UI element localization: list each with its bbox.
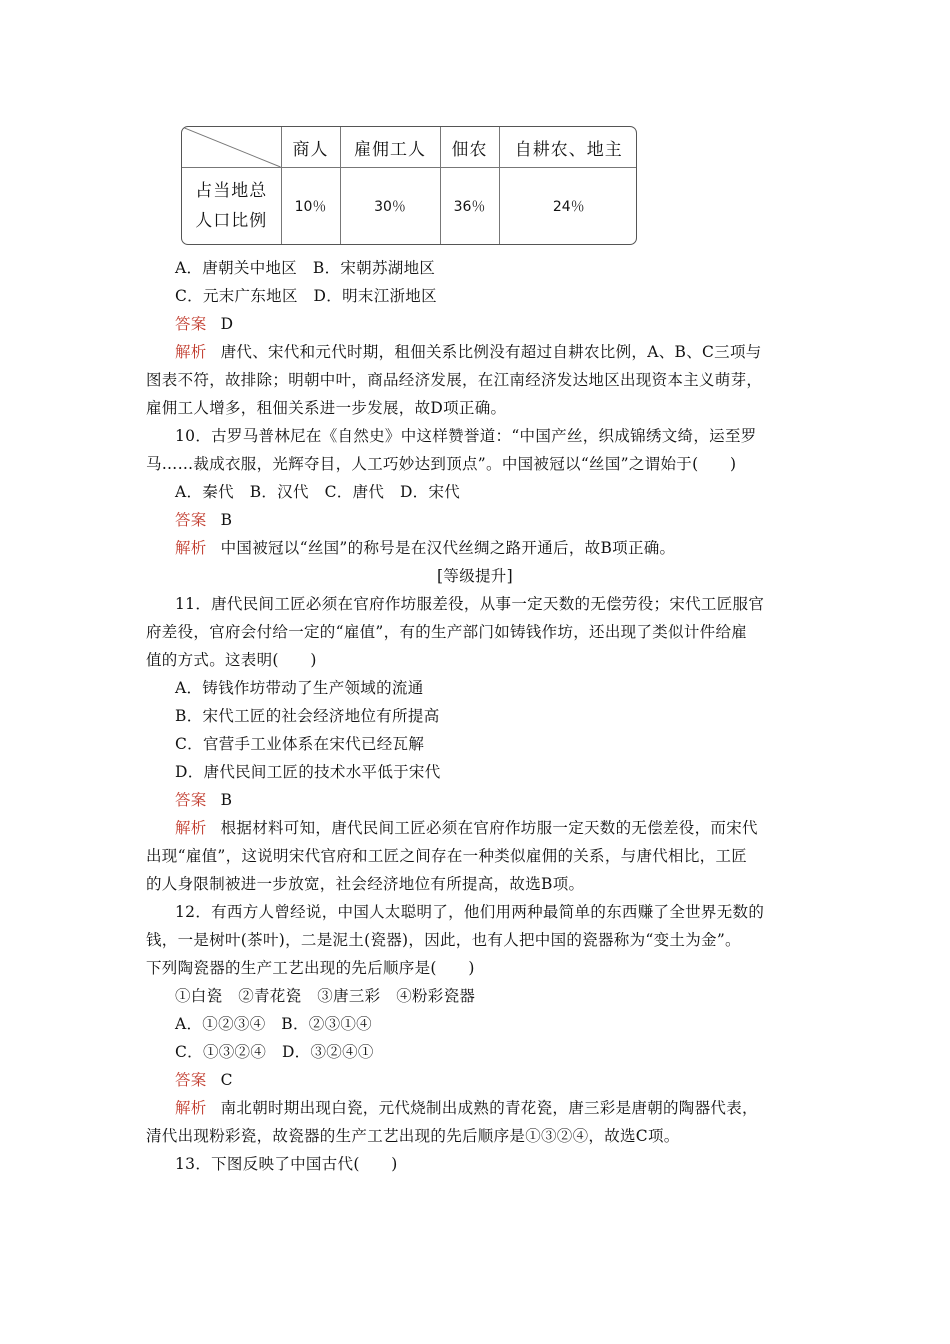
- value-merchant: 10％: [281, 168, 340, 245]
- analysis-label: 解析: [175, 819, 207, 837]
- analysis-text: 根据材料可知，唐代民间工匠必须在官府作坊服一定天数的无偿差役，而宋代: [220, 819, 758, 837]
- row-label-line1: 占当地总: [195, 181, 268, 201]
- answer-value: D: [220, 315, 234, 333]
- answer-label: 答案: [175, 791, 207, 809]
- q11-analysis-line3: 的人身限制被进一步放宽，社会经济地位有所提高，故选B项。: [146, 875, 585, 893]
- header-tenant: 佃农: [440, 127, 499, 168]
- analysis-label: 解析: [175, 1099, 207, 1117]
- analysis-text: 唐代、宋代和元代时期，租佃关系比例没有超过自耕农比例，A、B、C三项与: [220, 343, 762, 361]
- q11-analysis-line1: [175, 818, 758, 838]
- answer-value: B: [220, 511, 233, 529]
- q13-stem-line1: 13．下图反映了中国古代( ): [175, 1155, 398, 1173]
- answer-label: 答案: [175, 315, 207, 333]
- analysis-label: 解析: [175, 343, 207, 361]
- row-label-line2: 人口比例: [195, 211, 268, 231]
- value-landowner: 24％: [499, 168, 637, 245]
- answer-value: B: [220, 791, 233, 809]
- q11-option-b: B．宋代工匠的社会经济地位有所提高: [175, 707, 440, 725]
- q9-options-line2: C．元末广东地区 D．明末江浙地区: [175, 287, 437, 305]
- analysis-label: 解析: [175, 539, 207, 557]
- section-title: [等级提升]: [437, 567, 513, 585]
- q11-option-c: C．官营手工业体系在宋代已经瓦解: [175, 735, 425, 753]
- value-hired-worker: 30％: [340, 168, 440, 245]
- q12-stem-line3: 下列陶瓷器的生产工艺出现的先后顺序是( ): [146, 959, 475, 977]
- q11-answer: [175, 790, 232, 810]
- q12-options-line1: A．①②③④ B．②③①④: [175, 1015, 372, 1033]
- value-tenant: 36％: [440, 168, 499, 245]
- q9-analysis-line3: 雇佣工人增多，租佃关系进一步发展，故D项正确。: [146, 399, 507, 417]
- q11-option-a: A．铸钱作坊带动了生产领域的流通: [175, 679, 424, 697]
- q10-options: A．秦代 B．汉代 C．唐代 D．宋代: [175, 483, 461, 501]
- header-merchant: 商人: [281, 127, 340, 168]
- q9-answer: [175, 314, 233, 334]
- header-landowner: 自耕农、地主: [499, 127, 637, 168]
- answer-label: 答案: [175, 1071, 207, 1089]
- q12-items: ①白瓷 ②青花瓷 ③唐三彩 ④粉彩瓷器: [175, 987, 476, 1005]
- analysis-text: 中国被冠以“丝国”的称号是在汉代丝绸之路开通后，故B项正确。: [220, 539, 676, 557]
- q11-stem-line3: 值的方式。这表明( ): [146, 651, 317, 669]
- q10-answer: [175, 510, 232, 530]
- diagonal-line: [182, 127, 281, 167]
- q11-stem-line1: 11．唐代民间工匠必须在官府作坊服差役，从事一定天数的无偿劳役；宋代工匠服官: [175, 595, 765, 613]
- answer-value: C: [220, 1071, 233, 1089]
- q12-stem-line2: 钱，一是树叶(茶叶)，二是泥土(瓷器)，因此，也有人把中国的瓷器称为“变土为金”。: [146, 931, 741, 949]
- q9-analysis-line2: 图表不符，故排除；明朝中叶，商品经济发展，在江南经济发达地区出现资本主义萌芽，: [146, 371, 763, 389]
- q9-options-line1: A．唐朝关中地区 B．宋朝苏湖地区: [175, 259, 436, 277]
- q11-analysis-line2: 出现“雇值”，这说明宋代官府和工匠之间存在一种类似雇佣的关系，与唐代相比，工匠: [146, 847, 748, 865]
- diagonal-header-cell: [182, 127, 281, 168]
- q10-analysis: [175, 538, 675, 558]
- q12-options-line2: C．①③②④ D．③②④①: [175, 1043, 374, 1061]
- q12-answer: [175, 1070, 233, 1090]
- q10-stem-line2: 马……裁成衣服，光辉夺目，人工巧妙达到顶点”。中国被冠以“丝国”之谓始于( ): [146, 455, 737, 473]
- q12-analysis-line1: [175, 1098, 758, 1118]
- answer-label: 答案: [175, 511, 207, 529]
- population-ratio-table: [181, 126, 637, 245]
- q11-option-d: D．唐代民间工匠的技术水平低于宋代: [175, 763, 441, 781]
- q10-stem-line1: 10．古罗马普林尼在《自然史》中这样赞誉道：“中国产丝，织成锦绣文绮，运至罗: [175, 427, 757, 445]
- analysis-text: 南北朝时期出现白瓷，元代烧制出成熟的青花瓷，唐三彩是唐朝的陶器代表，: [220, 1099, 758, 1117]
- q12-stem-line1: 12．有西方人曾经说，中国人太聪明了，他们用两种最简单的东西赚了全世界无数的: [175, 903, 765, 921]
- q12-analysis-line2: 清代出现粉彩瓷，故瓷器的生产工艺出现的先后顺序是①③②④，故选C项。: [146, 1127, 680, 1145]
- q11-stem-line2: 府差役，官府会付给一定的“雇值”，有的生产部门如铸钱作坊，还出现了类似计件给雇: [146, 623, 748, 641]
- row-label: [182, 168, 281, 245]
- header-hired-worker: 雇佣工人: [340, 127, 440, 168]
- q9-analysis-line1: [175, 342, 762, 362]
